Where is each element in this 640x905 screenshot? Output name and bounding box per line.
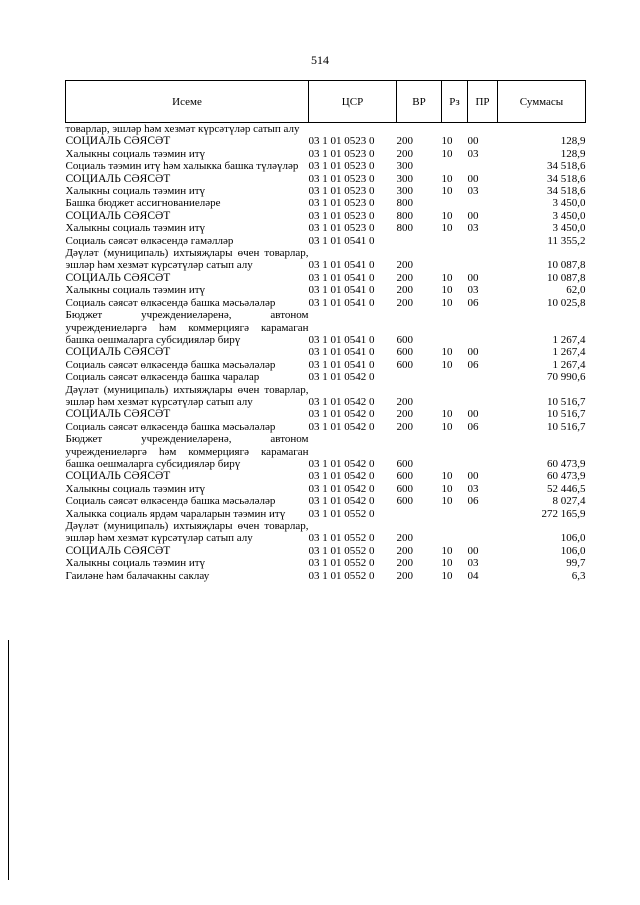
cell-rz: 10 [441,408,453,421]
table-row [66,297,586,309]
cell-vr: 200 [396,135,413,148]
table-row [66,359,586,371]
table-row [66,421,586,433]
cell-sum: 10 516,7 [547,395,586,408]
cell-rz: 10 [441,284,453,297]
cell-sum: 60 473,9 [547,457,586,470]
cell-vr: 200 [396,557,413,570]
cell-csr: 03 1 01 0541 0 [308,346,375,359]
cell-rz [442,384,468,409]
cell-sum: 3 450,0 [552,197,586,210]
cell-name: Социаль сәясәт өлкәсендә башка чаралар [65,371,260,384]
cell-csr: 03 1 01 0542 0 [308,457,375,470]
cell-sum: 272 165,9 [541,507,586,520]
cell-csr: 03 1 01 0542 0 [308,495,375,508]
cell-name: Бюджет учреждениеләренә, автоном учреждениеләргә һәм коммерциягә карамаган башка оешмаларга субсидияләр бирү [65,309,309,346]
header-rz: Рз [442,81,468,123]
cell-rz: 10 [441,470,453,483]
cell-name: Социаль сәясәт өлкәсендә башка мәсьәләләр [65,296,276,309]
cell-vr: 600 [396,358,413,371]
cell-pr: 06 [467,420,479,433]
cell-vr: 200 [396,420,413,433]
cell-name: Халыкны социаль тәэмин итү [65,147,206,160]
cell-csr: 03 1 01 0552 0 [308,557,375,570]
table-row [66,371,586,383]
cell-sum: 99,7 [566,557,586,570]
cell-pr [468,520,498,545]
cell-rz [442,520,468,545]
cell-sum: 1 267,4 [552,358,586,371]
cell-sum: 3 450,0 [552,209,586,222]
cell-rz: 10 [441,346,453,359]
table-row [66,123,586,136]
table-row [66,483,586,495]
cell-vr: 200 [396,532,413,545]
cell-name: Социаль сәясәт өлкәсендә башка мәсьәләләр [65,420,276,433]
cell-name: СОЦИАЛЬ СӘЯСӘТ [65,470,171,483]
cell-csr: 03 1 01 0542 0 [308,371,375,384]
table-row [66,545,586,557]
cell-pr [468,235,498,247]
cell-sum: 10 025,8 [547,296,586,309]
table-row [66,346,586,358]
cell-rz [442,247,468,272]
header-vr: ВР [397,81,442,123]
table-row [66,272,586,284]
table-row [66,570,586,582]
table-row [66,185,586,197]
cell-vr: 600 [396,333,413,346]
table-row [66,210,586,222]
cell-pr: 00 [467,544,479,557]
cell-name: Социаль сәясәт өлкәсендә башка мәсьәләләр [65,495,276,508]
cell-sum: 34 518,6 [547,160,586,173]
cell-csr: 03 1 01 0523 0 [308,160,375,173]
cell-name: СОЦИАЛЬ СӘЯСӘТ [65,135,171,148]
cell-name: Халыкны социаль тәэмин итү [65,284,206,297]
cell-sum: 8 027,4 [552,495,586,508]
cell-rz [442,433,468,470]
cell-vr: 200 [396,395,413,408]
cell-rz: 10 [441,482,453,495]
cell-pr: 00 [467,135,479,148]
cell-rz: 10 [441,185,453,198]
cell-vr [397,508,442,520]
cell-name: Социаль сәясәт өлкәсендә гамәлләр [65,234,234,247]
table-row [66,197,586,209]
cell-csr: 03 1 01 0542 0 [308,482,375,495]
cell-rz [442,508,468,520]
table-row [66,160,586,172]
cell-pr: 03 [467,222,479,235]
cell-csr: 03 1 01 0523 0 [308,222,375,235]
cell-vr [397,371,442,383]
cell-vr [397,123,442,136]
cell-pr: 00 [467,172,479,185]
cell-rz: 10 [441,420,453,433]
cell-pr: 03 [467,185,479,198]
header-name: Исеме [66,81,309,123]
cell-sum: 34 518,6 [547,185,586,198]
cell-rz: 10 [441,495,453,508]
cell-vr [397,235,442,247]
cell-sum: 128,9 [560,147,586,160]
cell-rz: 10 [441,358,453,371]
cell-sum: 60 473,9 [547,470,586,483]
table-row [66,384,586,409]
cell-rz: 10 [441,557,453,570]
cell-vr: 800 [396,222,413,235]
cell-rz: 10 [441,544,453,557]
cell-csr: 03 1 01 0541 0 [308,271,375,284]
cell-name: Халыкны социаль тәэмин итү [65,222,206,235]
cell-pr: 06 [467,495,479,508]
cell-pr: 00 [467,209,479,222]
cell-csr: 03 1 01 0541 0 [308,358,375,371]
table-row [66,173,586,185]
cell-pr: 03 [467,147,479,160]
cell-vr: 200 [396,569,413,582]
cell-rz: 10 [441,271,453,284]
table-row [66,470,586,482]
cell-sum: 10 087,8 [547,259,586,272]
cell-pr [468,197,498,209]
cell-sum: 106,0 [560,532,586,545]
cell-sum: 10 516,7 [547,408,586,421]
cell-pr: 03 [467,284,479,297]
margin-rule [8,640,9,880]
cell-vr: 600 [396,482,413,495]
cell-vr: 300 [396,185,413,198]
table-header-row [66,81,586,123]
cell-csr: 03 1 01 0541 0 [308,333,375,346]
cell-rz [442,160,468,172]
cell-rz: 10 [441,296,453,309]
cell-vr: 200 [396,408,413,421]
cell-sum: 70 990,6 [547,371,586,384]
cell-rz: 10 [441,222,453,235]
cell-vr: 200 [396,271,413,284]
table-row [66,495,586,507]
cell-pr: 00 [467,408,479,421]
cell-name: Халыкка социаль ярдәм чараларын тәэмин итү [65,507,286,520]
cell-csr: 03 1 01 0552 0 [308,569,375,582]
cell-pr [468,508,498,520]
cell-csr: 03 1 01 0542 0 [308,420,375,433]
table-row [66,309,586,346]
header-csr: ЦСР [309,81,397,123]
cell-name: СОЦИАЛЬ СӘЯСӘТ [65,544,171,557]
cell-vr: 600 [396,457,413,470]
cell-csr: 03 1 01 0523 0 [308,185,375,198]
cell-name: Бюджет учреждениеләренә, автоном учреждениеләргә һәм коммерциягә карамаган башка оешмаларга субсидияләр бирү [65,433,309,470]
cell-pr: 00 [467,470,479,483]
cell-pr [468,160,498,172]
cell-csr: 03 1 01 0541 0 [308,296,375,309]
cell-pr [468,371,498,383]
cell-vr: 200 [396,544,413,557]
table-row [66,508,586,520]
cell-name: СОЦИАЛЬ СӘЯСӘТ [65,172,171,185]
cell-csr: 03 1 01 0523 0 [308,197,375,210]
cell-sum: 62,0 [566,284,586,297]
cell-vr: 600 [396,470,413,483]
cell-rz: 10 [441,172,453,185]
cell-rz [442,123,468,136]
cell-sum: 11 355,2 [547,234,586,247]
cell-pr [468,247,498,272]
cell-sum: 128,9 [560,135,586,148]
cell-csr: 03 1 01 0523 0 [308,209,375,222]
cell-name: Халыкны социаль тәэмин итү [65,482,206,495]
cell-name: СОЦИАЛЬ СӘЯСӘТ [65,271,171,284]
table-row [66,235,586,247]
cell-vr: 800 [396,197,413,210]
cell-csr: 03 1 01 0541 0 [308,284,375,297]
cell-vr: 200 [396,259,413,272]
budget-table [65,80,586,582]
cell-pr: 03 [467,482,479,495]
cell-csr: 03 1 01 0552 0 [308,544,375,557]
cell-vr: 800 [396,209,413,222]
cell-csr: 03 1 01 0542 0 [308,395,375,408]
table-row [66,433,586,470]
cell-pr [468,123,498,136]
cell-name: СОЦИАЛЬ СӘЯСӘТ [65,346,171,359]
cell-csr [309,123,397,136]
cell-name: товарлар, эшләр һәм хезмәт күрсәтүләр сатып алу [65,123,300,135]
table-row [66,148,586,160]
cell-rz: 10 [441,569,453,582]
table-row [66,247,586,272]
cell-vr: 300 [396,160,413,173]
cell-name: Халыкны социаль тәэмин итү [65,557,206,570]
cell-vr: 200 [396,296,413,309]
cell-csr: 03 1 01 0541 0 [308,234,375,247]
cell-rz [442,235,468,247]
cell-pr [468,384,498,409]
cell-csr: 03 1 01 0523 0 [308,135,375,148]
cell-pr: 04 [467,569,479,582]
cell-name: Социаль сәясәт өлкәсендә башка мәсьәләләр [65,358,276,371]
header-pr: ПР [468,81,498,123]
cell-pr: 00 [467,271,479,284]
cell-pr: 00 [467,346,479,359]
table-body [66,123,586,583]
cell-rz [442,309,468,346]
cell-pr [468,309,498,346]
cell-name: СОЦИАЛЬ СӘЯСӘТ [65,408,171,421]
cell-csr: 03 1 01 0552 0 [308,532,375,545]
cell-name: Халыкны социаль тәэмин итү [65,185,206,198]
cell-pr [468,433,498,470]
table-row [66,222,586,234]
header-sum: Суммасы [498,81,586,123]
table-row [66,284,586,296]
table-row [66,557,586,569]
cell-pr: 06 [467,296,479,309]
cell-csr: 03 1 01 0552 0 [308,507,375,520]
cell-sum: 6,3 [571,569,586,582]
cell-pr: 03 [467,557,479,570]
cell-vr: 200 [396,284,413,297]
cell-vr: 600 [396,495,413,508]
cell-sum: 34 518,6 [547,172,586,185]
cell-name: СОЦИАЛЬ СӘЯСӘТ [65,209,171,222]
cell-name: Дәүләт (муниципаль) ихтыяҗлары өчен товарлар, эшләр һәм хезмәт күрсәтүләр сатып алу [65,383,309,408]
cell-rz [442,197,468,209]
cell-rz: 10 [441,209,453,222]
cell-sum: 10 516,7 [547,420,586,433]
cell-name: Социаль тәэмин итү һәм халыкка башка түләүләр [65,160,299,173]
cell-name: Гаиләне һәм балачакны саклау [65,569,210,582]
cell-sum: 1 267,4 [552,333,586,346]
cell-sum: 106,0 [560,544,586,557]
cell-csr: 03 1 01 0542 0 [308,408,375,421]
cell-rz: 10 [441,135,453,148]
cell-sum: 52 446,5 [547,482,586,495]
cell-rz [442,371,468,383]
cell-sum: 3 450,0 [552,222,586,235]
cell-vr: 600 [396,346,413,359]
cell-rz: 10 [441,147,453,160]
cell-csr: 03 1 01 0542 0 [308,470,375,483]
cell-csr: 03 1 01 0541 0 [308,259,375,272]
cell-csr: 03 1 01 0523 0 [308,172,375,185]
table-row [66,408,586,420]
page-number: 514 [311,53,329,67]
cell-name: Дәүләт (муниципаль) ихтыяҗлары өчен товарлар, эшләр һәм хезмәт күрсәтүләр сатып алу [65,520,309,545]
cell-sum: 1 267,4 [552,346,586,359]
cell-name: Башка бюджет ассигнованиеләре [65,197,221,210]
cell-sum [498,123,586,136]
cell-csr: 03 1 01 0523 0 [308,147,375,160]
cell-pr: 06 [467,358,479,371]
cell-sum: 10 087,8 [547,271,586,284]
table-row [66,135,586,147]
cell-vr: 200 [396,147,413,160]
cell-vr: 300 [396,172,413,185]
table-row [66,520,586,545]
cell-name: Дәүләт (муниципаль) ихтыяҗлары өчен товарлар, эшләр һәм хезмәт күрсәтүләр сатып алу [65,247,309,272]
